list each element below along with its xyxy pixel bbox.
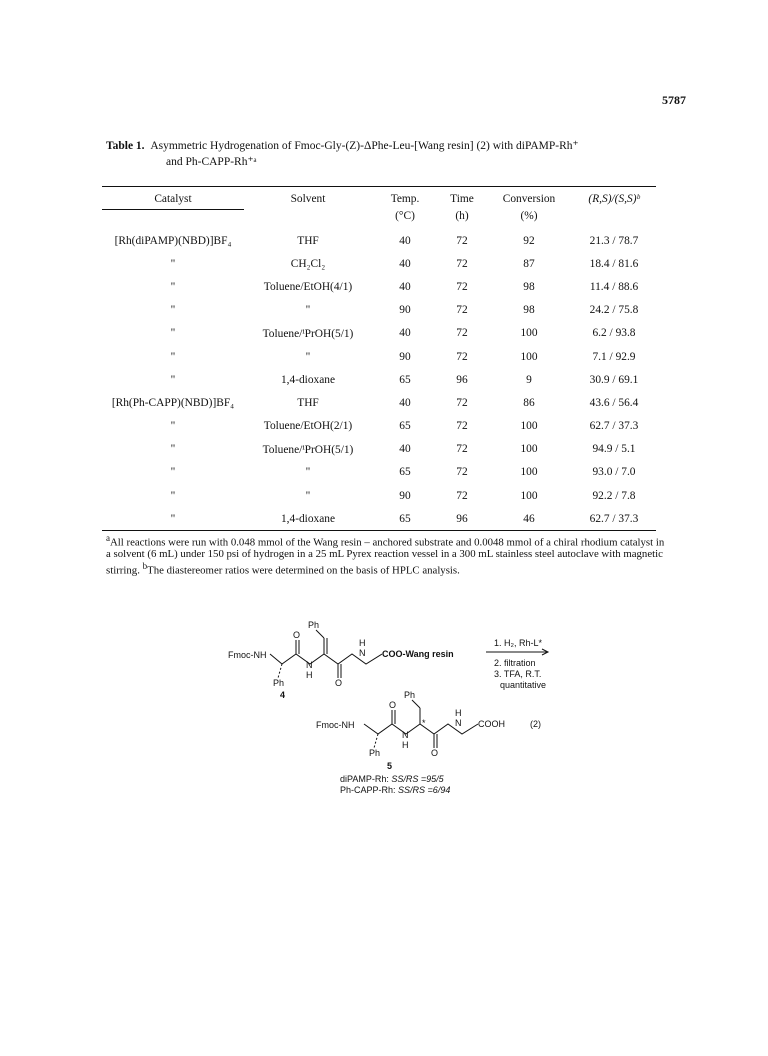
table-footnote bbox=[106, 533, 666, 578]
cell-time: 72 bbox=[456, 350, 468, 363]
footnote-b-text: The diastereomer ratios were determined on the basis of HPLC analysis. bbox=[147, 564, 460, 577]
cell-time: 72 bbox=[456, 234, 468, 247]
c5-n-amide: N bbox=[402, 730, 409, 740]
result-2-prefix: Ph-CAPP-Rh: bbox=[340, 785, 396, 795]
cell-time: 72 bbox=[456, 280, 468, 293]
c5-acid: COOH bbox=[478, 719, 505, 729]
cell-time: 96 bbox=[456, 512, 468, 525]
header-ratio: (R,S)/(S,S)ᵇ bbox=[588, 193, 640, 205]
result-line-2 bbox=[340, 785, 450, 795]
c5-stereo-star: * bbox=[422, 718, 426, 728]
cell-temp: 40 bbox=[399, 280, 411, 293]
cell-solvent: " bbox=[305, 350, 311, 363]
c5-ph-top: Ph bbox=[404, 690, 416, 700]
cell-temp: 65 bbox=[399, 420, 411, 433]
cell-conversion: 87 bbox=[523, 257, 535, 270]
c4-n-amide: N bbox=[306, 660, 313, 670]
cell-time: 72 bbox=[456, 304, 468, 317]
cell-conversion: 100 bbox=[520, 350, 538, 363]
cell-conversion: 9 bbox=[526, 373, 532, 386]
c5-h-right: H bbox=[455, 708, 462, 718]
cell-time: 72 bbox=[456, 257, 468, 270]
cell-temp: 90 bbox=[399, 350, 411, 363]
c5-ph-bond bbox=[412, 700, 420, 708]
table-row bbox=[102, 415, 656, 438]
cell-ratio: 18.4 / 81.6 bbox=[589, 257, 639, 270]
cell-conversion: 98 bbox=[523, 280, 535, 293]
cell-solvent: Toluene/ⁱPrOH(5/1) bbox=[262, 328, 354, 341]
cell-solvent: 1,4-dioxane bbox=[280, 373, 336, 386]
c5-h-amide: H bbox=[402, 740, 409, 750]
cell-temp: 40 bbox=[399, 327, 411, 340]
c5-fmoc: Fmoc-NH bbox=[316, 720, 355, 730]
table-row bbox=[102, 368, 656, 391]
cell-catalyst: " bbox=[170, 512, 176, 525]
cell-temp: 40 bbox=[399, 257, 411, 270]
cell-catalyst: " bbox=[170, 257, 176, 270]
cell-time: 72 bbox=[456, 327, 468, 340]
table-row bbox=[102, 391, 656, 414]
c4-o-bottom: O bbox=[335, 678, 343, 688]
cell-ratio: 62.7 / 37.3 bbox=[589, 512, 639, 525]
cell-temp: 40 bbox=[399, 234, 411, 247]
table-row bbox=[102, 438, 656, 461]
header-conversion-unit: (%) bbox=[520, 209, 538, 222]
cell-solvent: CH₂Cl₂ bbox=[290, 257, 326, 270]
cell-temp: 65 bbox=[399, 512, 411, 525]
cell-catalyst: " bbox=[170, 443, 176, 456]
cell-conversion: 100 bbox=[520, 443, 538, 456]
cell-ratio: 43.6 / 56.4 bbox=[589, 396, 639, 409]
cell-temp: 65 bbox=[399, 466, 411, 479]
cell-solvent: THF bbox=[297, 234, 319, 247]
table-caption bbox=[106, 138, 676, 170]
caption-line-1: Asymmetric Hydrogenation of Fmoc-Gly-(Z)-ΔPhe-Leu-[Wang resin] (2) with diPAMP-Rh⁺ bbox=[150, 140, 579, 152]
table-body bbox=[102, 229, 656, 531]
header-solvent: Solvent bbox=[290, 193, 326, 205]
cell-ratio: 21.3 / 78.7 bbox=[589, 234, 639, 247]
table-row bbox=[102, 229, 656, 252]
c4-ph-bottom: Ph bbox=[273, 678, 285, 688]
cell-time: 72 bbox=[456, 420, 468, 433]
table-row bbox=[102, 461, 656, 484]
condition-step1: 1. H₂, Rh-L* bbox=[494, 638, 543, 648]
cell-time: 72 bbox=[456, 396, 468, 409]
c5-o-top: O bbox=[389, 700, 397, 710]
c4-ph-top: Ph bbox=[308, 620, 320, 630]
table-row bbox=[102, 484, 656, 507]
c5-n-right: N bbox=[455, 718, 462, 728]
cell-conversion: 86 bbox=[523, 396, 535, 409]
cell-catalyst: " bbox=[170, 489, 176, 502]
cell-temp: 40 bbox=[399, 396, 411, 409]
cell-catalyst: " bbox=[170, 466, 176, 479]
cell-temp: 65 bbox=[399, 373, 411, 386]
cell-conversion: 100 bbox=[520, 420, 538, 433]
cell-temp: 90 bbox=[399, 489, 411, 502]
header-temp: Temp. bbox=[390, 193, 420, 205]
reaction-scheme bbox=[222, 618, 562, 808]
table-row bbox=[102, 252, 656, 275]
result-1-prefix: diPAMP-Rh: bbox=[340, 774, 389, 784]
page-number: 5787 bbox=[662, 93, 686, 107]
cell-solvent: Toluene/EtOH(4/1) bbox=[263, 280, 353, 293]
table-row bbox=[102, 507, 656, 531]
c4-n-right: N bbox=[359, 648, 366, 658]
c5-equation-number: (2) bbox=[530, 719, 541, 729]
table-row bbox=[102, 299, 656, 322]
cell-ratio: 92.2 / 7.8 bbox=[592, 489, 636, 502]
cell-catalyst: " bbox=[170, 280, 176, 293]
c5-stereo-bond bbox=[374, 734, 378, 748]
header-time: Time bbox=[450, 193, 474, 205]
header-conversion: Conversion bbox=[502, 193, 556, 205]
c5-ph-bottom: Ph bbox=[369, 748, 381, 758]
cell-ratio: 62.7 / 37.3 bbox=[589, 420, 639, 433]
cell-time: 72 bbox=[456, 466, 468, 479]
cell-ratio: 6.2 / 93.8 bbox=[592, 327, 636, 340]
c4-stereo-bond bbox=[278, 664, 282, 678]
header-time-unit: (h) bbox=[455, 209, 469, 222]
header-catalyst: Catalyst bbox=[102, 187, 244, 210]
cell-catalyst: [Rh(diPAMP)(NBD)]BF₄ bbox=[114, 234, 232, 247]
cell-catalyst: " bbox=[170, 327, 176, 340]
cell-catalyst: " bbox=[170, 304, 176, 317]
caption-label: Table 1. bbox=[106, 140, 145, 152]
result-2-value: SS/RS =6/94 bbox=[398, 785, 451, 795]
cell-ratio: 30.9 / 69.1 bbox=[589, 373, 639, 386]
c5-o-bottom: O bbox=[431, 748, 439, 758]
cell-catalyst: " bbox=[170, 373, 176, 386]
condition-step2: 2. filtration bbox=[494, 658, 536, 668]
header-temp-unit: (°C) bbox=[395, 209, 415, 222]
cell-conversion: 92 bbox=[523, 234, 535, 247]
cell-ratio: 11.4 / 88.6 bbox=[589, 280, 639, 293]
cell-conversion: 46 bbox=[523, 512, 535, 525]
cell-temp: 40 bbox=[399, 443, 411, 456]
cell-catalyst: " bbox=[170, 420, 176, 433]
cell-time: 72 bbox=[456, 443, 468, 456]
result-1-value: SS/RS =95/5 bbox=[391, 774, 444, 784]
c5-label: 5 bbox=[387, 761, 393, 771]
cell-time: 72 bbox=[456, 489, 468, 502]
cell-ratio: 7.1 / 92.9 bbox=[592, 350, 636, 363]
caption-line-2: and Ph-CAPP-Rh⁺ᵃ bbox=[166, 156, 257, 168]
result-line-1 bbox=[340, 774, 444, 784]
c4-h-amide: H bbox=[306, 670, 313, 680]
cell-conversion: 98 bbox=[523, 304, 535, 317]
c4-resin: COO-Wang resin bbox=[382, 649, 454, 659]
footnote-b-marker: b bbox=[142, 561, 148, 572]
cell-ratio: 93.0 / 7.0 bbox=[592, 466, 636, 479]
table-row bbox=[102, 275, 656, 298]
cell-solvent: " bbox=[305, 489, 311, 502]
cell-conversion: 100 bbox=[520, 489, 538, 502]
c4-fmoc: Fmoc-NH bbox=[228, 650, 267, 660]
c4-label: 4 bbox=[280, 690, 286, 700]
cell-solvent: 1,4-dioxane bbox=[280, 512, 336, 525]
cell-conversion: 100 bbox=[520, 466, 538, 479]
c4-ph-bond bbox=[316, 630, 324, 638]
footnote-a-text: All reactions were run with 0.048 mmol of the Wang resin – anchored substrate and 0.0048 mmol of a chiral rhodium catalyst in a solvent (6 mL) under 150 psi of hydrogen in a 25 mL Pyrex reaction vessel in a 300 mL stainless steel autoclave with magnetic stirring. bbox=[106, 536, 665, 577]
table-row bbox=[102, 345, 656, 368]
cell-temp: 90 bbox=[399, 304, 411, 317]
cell-solvent: Toluene/ⁱPrOH(5/1) bbox=[262, 444, 354, 457]
condition-step3: 3. TFA, R.T. bbox=[494, 669, 542, 679]
cell-catalyst: " bbox=[170, 350, 176, 363]
c4-o-top: O bbox=[293, 630, 301, 640]
cell-ratio: 94.9 / 5.1 bbox=[592, 443, 636, 456]
cell-ratio: 24.2 / 75.8 bbox=[589, 304, 639, 317]
table-row bbox=[102, 322, 656, 345]
cell-solvent: " bbox=[305, 466, 311, 479]
results-table bbox=[102, 186, 656, 531]
cell-catalyst: [Rh(Ph-CAPP)(NBD)]BF₄ bbox=[111, 396, 235, 409]
footnote-a-marker: a bbox=[106, 533, 110, 543]
condition-yield: quantitative bbox=[500, 680, 547, 690]
cell-solvent: Toluene/EtOH(2/1) bbox=[263, 420, 353, 433]
c4-h-right: H bbox=[359, 638, 366, 648]
cell-solvent: " bbox=[305, 304, 311, 317]
cell-conversion: 100 bbox=[520, 327, 538, 340]
cell-solvent: THF bbox=[297, 396, 319, 409]
cell-time: 96 bbox=[456, 373, 468, 386]
